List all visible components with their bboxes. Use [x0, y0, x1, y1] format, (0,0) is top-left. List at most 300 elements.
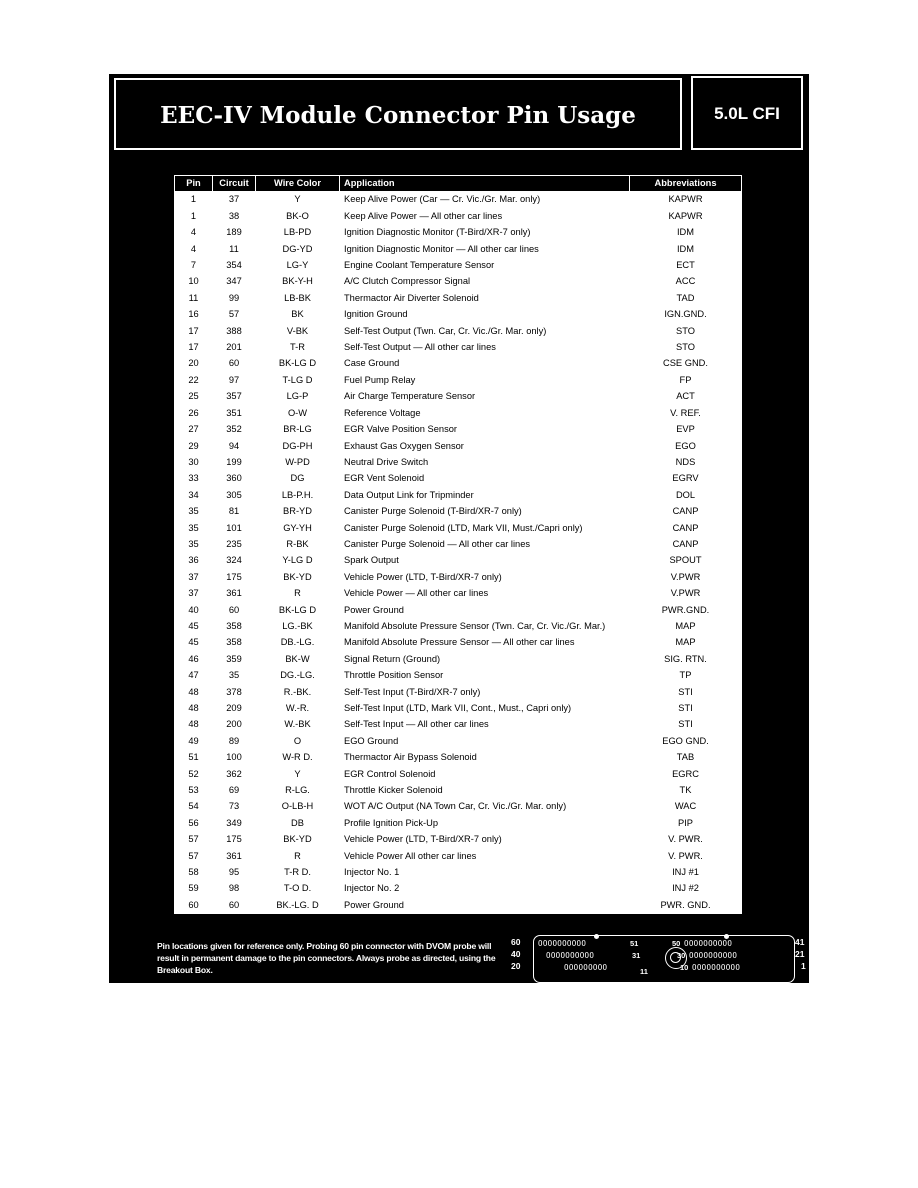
pin-row: OOOOOOOOOO: [684, 939, 733, 948]
cell-abbreviation: EGRV: [630, 471, 742, 487]
cell-pin: 47: [175, 668, 213, 684]
cell-pin: 48: [175, 684, 213, 700]
cell-application: EGR Control Solenoid: [340, 766, 630, 782]
cell-circuit: 362: [213, 766, 256, 782]
cell-circuit: 200: [213, 717, 256, 733]
cell-pin: 37: [175, 586, 213, 602]
cell-abbreviation: NDS: [630, 454, 742, 470]
cell-application: Ignition Ground: [340, 307, 630, 323]
cell-pin: 53: [175, 783, 213, 799]
connector-number: 21: [795, 949, 805, 959]
cell-pin: 35: [175, 536, 213, 552]
cell-pin: 33: [175, 471, 213, 487]
cell-pin: 45: [175, 635, 213, 651]
table-row: [175, 241, 742, 257]
cell-wire-color: LB-BK: [256, 290, 340, 306]
table-row: [175, 717, 742, 733]
cell-wire-color: BK-YD: [256, 569, 340, 585]
cell-wire-color: R-LG.: [256, 783, 340, 799]
cell-pin: 54: [175, 799, 213, 815]
cell-abbreviation: STI: [630, 684, 742, 700]
table-row: [175, 684, 742, 700]
cell-circuit: 11: [213, 241, 256, 257]
cell-application: Canister Purge Solenoid — All other car lines: [340, 536, 630, 552]
cell-circuit: 175: [213, 569, 256, 585]
cell-wire-color: T-R D.: [256, 865, 340, 881]
cell-circuit: 358: [213, 635, 256, 651]
cell-wire-color: LB-PD: [256, 225, 340, 241]
cell-wire-color: R.-BK.: [256, 684, 340, 700]
header-abbreviations: Abbreviations: [630, 176, 742, 192]
cell-application: Ignition Diagnostic Monitor (T-Bird/XR-7 only): [340, 225, 630, 241]
cell-abbreviation: TK: [630, 783, 742, 799]
cell-wire-color: W-R D.: [256, 750, 340, 766]
cell-circuit: 352: [213, 422, 256, 438]
header-application: Application: [340, 176, 630, 192]
cell-application: Throttle Kicker Solenoid: [340, 783, 630, 799]
engine-box: [691, 76, 803, 150]
cell-abbreviation: CANP: [630, 536, 742, 552]
cell-circuit: 378: [213, 684, 256, 700]
cell-application: Spark Output: [340, 553, 630, 569]
cell-pin: 48: [175, 701, 213, 717]
connector-number: 10: [680, 963, 689, 972]
table-row: [175, 651, 742, 667]
cell-wire-color: W-PD: [256, 454, 340, 470]
cell-abbreviation: EGO GND.: [630, 733, 742, 749]
cell-pin: 4: [175, 241, 213, 257]
cell-pin: 11: [175, 290, 213, 306]
table-row: [175, 405, 742, 421]
cell-pin: 1: [175, 192, 213, 208]
cell-circuit: 175: [213, 832, 256, 848]
cell-application: Self-Test Output (Twn. Car, Cr. Vic./Gr. Mar. only): [340, 323, 630, 339]
cell-application: Vehicle Power (LTD, T-Bird/XR-7 only): [340, 569, 630, 585]
cell-circuit: 361: [213, 848, 256, 864]
cell-wire-color: LB-P.H.: [256, 487, 340, 503]
cell-circuit: 98: [213, 881, 256, 897]
table-row: [175, 881, 742, 897]
cell-circuit: 97: [213, 372, 256, 388]
cell-pin: 35: [175, 520, 213, 536]
cell-wire-color: DG.-LG.: [256, 668, 340, 684]
cell-abbreviation: STO: [630, 340, 742, 356]
pin-row: OOOOOOOOOO: [692, 963, 741, 972]
cell-circuit: 324: [213, 553, 256, 569]
cell-circuit: 81: [213, 504, 256, 520]
cell-abbreviation: DOL: [630, 487, 742, 503]
table-row: [175, 766, 742, 782]
cell-circuit: 60: [213, 602, 256, 618]
cell-wire-color: GY-YH: [256, 520, 340, 536]
cell-abbreviation: EGO: [630, 438, 742, 454]
cell-circuit: 35: [213, 668, 256, 684]
cell-wire-color: DB.-LG.: [256, 635, 340, 651]
table-row: [175, 897, 742, 913]
connector-number: 30: [677, 951, 686, 960]
connector-post-icon: [665, 947, 687, 969]
cell-wire-color: O-W: [256, 405, 340, 421]
cell-pin: 34: [175, 487, 213, 503]
cell-application: Vehicle Power (LTD, T-Bird/XR-7 only): [340, 832, 630, 848]
pin-row: OOOOOOOOO: [564, 963, 608, 972]
table-row: [175, 372, 742, 388]
cell-application: A/C Clutch Compressor Signal: [340, 274, 630, 290]
cell-circuit: 99: [213, 290, 256, 306]
cell-application: Thermactor Air Diverter Solenoid: [340, 290, 630, 306]
connector-number: 20: [511, 961, 521, 971]
cell-wire-color: V-BK: [256, 323, 340, 339]
cell-wire-color: BK-Y-H: [256, 274, 340, 290]
cell-application: Manifold Absolute Pressure Sensor — All other car lines: [340, 635, 630, 651]
table-row: [175, 783, 742, 799]
engine-label: 5.0L CFI: [714, 104, 780, 123]
cell-abbreviation: ACC: [630, 274, 742, 290]
cell-application: Injector No. 2: [340, 881, 630, 897]
cell-abbreviation: V. PWR.: [630, 832, 742, 848]
table-row: [175, 356, 742, 372]
cell-wire-color: Y: [256, 192, 340, 208]
cell-wire-color: BR-YD: [256, 504, 340, 520]
cell-abbreviation: PWR. GND.: [630, 897, 742, 913]
cell-application: Manifold Absolute Pressure Sensor (Twn. Car, Cr. Vic./Gr. Mar.): [340, 618, 630, 634]
cell-abbreviation: CANP: [630, 520, 742, 536]
cell-abbreviation: SIG. RTN.: [630, 651, 742, 667]
cell-circuit: 38: [213, 208, 256, 224]
cell-pin: 57: [175, 848, 213, 864]
table-row: [175, 389, 742, 405]
cell-application: Throttle Position Sensor: [340, 668, 630, 684]
cell-abbreviation: KAPWR: [630, 192, 742, 208]
pin-usage-table: [174, 175, 742, 914]
cell-pin: 35: [175, 504, 213, 520]
cell-circuit: 235: [213, 536, 256, 552]
cell-pin: 26: [175, 405, 213, 421]
cell-circuit: 189: [213, 225, 256, 241]
cell-wire-color: BK: [256, 307, 340, 323]
cell-pin: 25: [175, 389, 213, 405]
cell-abbreviation: CANP: [630, 504, 742, 520]
cell-abbreviation: KAPWR: [630, 208, 742, 224]
connector-key: [594, 934, 599, 939]
cell-application: Signal Return (Ground): [340, 651, 630, 667]
cell-circuit: 37: [213, 192, 256, 208]
cell-application: EGR Vent Solenoid: [340, 471, 630, 487]
cell-abbreviation: IDM: [630, 241, 742, 257]
cell-wire-color: T-R: [256, 340, 340, 356]
table-row: [175, 208, 742, 224]
connector-diagram: [511, 933, 807, 985]
cell-circuit: 349: [213, 815, 256, 831]
table-row: [175, 586, 742, 602]
cell-application: Self-Test Input (LTD, Mark VII, Cont., Must., Capri only): [340, 701, 630, 717]
connector-number: 41: [795, 937, 805, 947]
cell-application: Power Ground: [340, 897, 630, 913]
cell-application: Self-Test Output — All other car lines: [340, 340, 630, 356]
cell-pin: 29: [175, 438, 213, 454]
cell-pin: 57: [175, 832, 213, 848]
cell-wire-color: BK-W: [256, 651, 340, 667]
cell-circuit: 347: [213, 274, 256, 290]
table-row: [175, 799, 742, 815]
cell-pin: 45: [175, 618, 213, 634]
cell-pin: 22: [175, 372, 213, 388]
cell-circuit: 57: [213, 307, 256, 323]
cell-pin: 36: [175, 553, 213, 569]
cell-application: Vehicle Power — All other car lines: [340, 586, 630, 602]
cell-circuit: 358: [213, 618, 256, 634]
table-row: [175, 454, 742, 470]
cell-circuit: 60: [213, 356, 256, 372]
cell-pin: 30: [175, 454, 213, 470]
table-row: [175, 504, 742, 520]
cell-application: Canister Purge Solenoid (T-Bird/XR-7 only): [340, 504, 630, 520]
cell-wire-color: W.-R.: [256, 701, 340, 717]
cell-wire-color: BK-LG D: [256, 356, 340, 372]
table-row: [175, 668, 742, 684]
cell-pin: 27: [175, 422, 213, 438]
cell-wire-color: BK-LG D: [256, 602, 340, 618]
cell-circuit: 209: [213, 701, 256, 717]
cell-abbreviation: EVP: [630, 422, 742, 438]
table-row: [175, 290, 742, 306]
connector-number: 51: [630, 939, 639, 948]
cell-wire-color: BK-O: [256, 208, 340, 224]
cell-application: Ignition Diagnostic Monitor — All other car lines: [340, 241, 630, 257]
cell-circuit: 354: [213, 258, 256, 274]
cell-circuit: 89: [213, 733, 256, 749]
cell-abbreviation: FP: [630, 372, 742, 388]
table-row: [175, 569, 742, 585]
connector-number: 11: [640, 967, 648, 976]
cell-abbreviation: IDM: [630, 225, 742, 241]
table-row: [175, 225, 742, 241]
cell-pin: 59: [175, 881, 213, 897]
cell-wire-color: W.-BK: [256, 717, 340, 733]
cell-pin: 48: [175, 717, 213, 733]
cell-application: Vehicle Power All other car lines: [340, 848, 630, 864]
pin-row: OOOOOOOOOO: [538, 939, 587, 948]
connector-post-inner: [670, 952, 681, 963]
cell-abbreviation: TP: [630, 668, 742, 684]
page-title: EEC-IV Module Connector Pin Usage: [160, 102, 636, 129]
cell-wire-color: R: [256, 848, 340, 864]
cell-wire-color: DB: [256, 815, 340, 831]
cell-pin: 10: [175, 274, 213, 290]
cell-abbreviation: EGRC: [630, 766, 742, 782]
cell-pin: 60: [175, 897, 213, 913]
table-row: [175, 733, 742, 749]
table-row: [175, 520, 742, 536]
connector-number: 60: [511, 937, 521, 947]
table-row: [175, 307, 742, 323]
cell-circuit: 388: [213, 323, 256, 339]
cell-application: Case Ground: [340, 356, 630, 372]
cell-abbreviation: V. REF.: [630, 405, 742, 421]
table-row: [175, 553, 742, 569]
document-sheet: [109, 74, 809, 983]
cell-application: Exhaust Gas Oxygen Sensor: [340, 438, 630, 454]
cell-abbreviation: PWR.GND.: [630, 602, 742, 618]
table-row: [175, 192, 742, 208]
cell-wire-color: Y-LG D: [256, 553, 340, 569]
footnote: Pin locations given for reference only. Probing 60 pin connector with DVOM probe will result in permanent damage to the pin connectors. Always probe as directed, using the Breakout Box.: [157, 941, 496, 975]
cell-application: Keep Alive Power (Car — Cr. Vic./Gr. Mar. only): [340, 192, 630, 208]
cell-wire-color: LG-Y: [256, 258, 340, 274]
table-row: [175, 848, 742, 864]
cell-circuit: 357: [213, 389, 256, 405]
header-pin: Pin: [175, 176, 213, 192]
table-row: [175, 340, 742, 356]
cell-circuit: 95: [213, 865, 256, 881]
cell-circuit: 73: [213, 799, 256, 815]
cell-wire-color: DG-PH: [256, 438, 340, 454]
cell-application: EGO Ground: [340, 733, 630, 749]
cell-pin: 17: [175, 340, 213, 356]
table-row: [175, 635, 742, 651]
cell-circuit: 361: [213, 586, 256, 602]
cell-abbreviation: PIP: [630, 815, 742, 831]
cell-application: Self-Test Input — All other car lines: [340, 717, 630, 733]
cell-wire-color: BK.-LG. D: [256, 897, 340, 913]
cell-wire-color: T-O D.: [256, 881, 340, 897]
cell-application: Self-Test Input (T-Bird/XR-7 only): [340, 684, 630, 700]
cell-pin: 4: [175, 225, 213, 241]
table-row: [175, 701, 742, 717]
cell-pin: 1: [175, 208, 213, 224]
cell-circuit: 359: [213, 651, 256, 667]
cell-circuit: 69: [213, 783, 256, 799]
cell-abbreviation: INJ #1: [630, 865, 742, 881]
cell-abbreviation: CSE GND.: [630, 356, 742, 372]
cell-abbreviation: V. PWR.: [630, 848, 742, 864]
table-row: [175, 323, 742, 339]
table-row: [175, 422, 742, 438]
cell-abbreviation: WAC: [630, 799, 742, 815]
table-row: [175, 258, 742, 274]
cell-wire-color: Y: [256, 766, 340, 782]
cell-application: EGR Valve Position Sensor: [340, 422, 630, 438]
table-row: [175, 815, 742, 831]
cell-abbreviation: STO: [630, 323, 742, 339]
pin-row: OOOOOOOOOO: [689, 951, 738, 960]
cell-wire-color: DG-YD: [256, 241, 340, 257]
connector-number: 31: [632, 951, 641, 960]
cell-abbreviation: STI: [630, 701, 742, 717]
table-row: [175, 536, 742, 552]
cell-wire-color: BR-LG: [256, 422, 340, 438]
cell-pin: 16: [175, 307, 213, 323]
cell-pin: 7: [175, 258, 213, 274]
cell-application: Fuel Pump Relay: [340, 372, 630, 388]
cell-pin: 20: [175, 356, 213, 372]
title-box: [114, 78, 682, 150]
cell-circuit: 201: [213, 340, 256, 356]
cell-application: Thermactor Air Bypass Solenoid: [340, 750, 630, 766]
cell-pin: 52: [175, 766, 213, 782]
header-wire-color: Wire Color: [256, 176, 340, 192]
cell-application: Engine Coolant Temperature Sensor: [340, 258, 630, 274]
cell-wire-color: LG-P: [256, 389, 340, 405]
cell-abbreviation: MAP: [630, 635, 742, 651]
cell-wire-color: O: [256, 733, 340, 749]
cell-wire-color: DG: [256, 471, 340, 487]
pin-row: OOOOOOOOOO: [546, 951, 595, 960]
connector-number: 40: [511, 949, 521, 959]
cell-abbreviation: ACT: [630, 389, 742, 405]
cell-abbreviation: SPOUT: [630, 553, 742, 569]
cell-abbreviation: V.PWR: [630, 586, 742, 602]
connector-shell: [533, 935, 795, 983]
table-body: [175, 192, 742, 914]
cell-circuit: 100: [213, 750, 256, 766]
cell-circuit: 351: [213, 405, 256, 421]
cell-wire-color: R-BK: [256, 536, 340, 552]
connector-number: 1: [801, 961, 806, 971]
cell-application: Keep Alive Power — All other car lines: [340, 208, 630, 224]
header-circuit: Circuit: [213, 176, 256, 192]
cell-wire-color: BK-YD: [256, 832, 340, 848]
table-row: [175, 471, 742, 487]
table-row: [175, 487, 742, 503]
cell-application: WOT A/C Output (NA Town Car, Cr. Vic./Gr. Mar. only): [340, 799, 630, 815]
cell-pin: 49: [175, 733, 213, 749]
cell-wire-color: LG.-BK: [256, 618, 340, 634]
cell-application: Data Output Link for Tripminder: [340, 487, 630, 503]
table-row: [175, 618, 742, 634]
cell-pin: 56: [175, 815, 213, 831]
cell-application: Injector No. 1: [340, 865, 630, 881]
cell-circuit: 199: [213, 454, 256, 470]
cell-pin: 37: [175, 569, 213, 585]
cell-application: Profile Ignition Pick-Up: [340, 815, 630, 831]
cell-pin: 17: [175, 323, 213, 339]
table-row: [175, 602, 742, 618]
cell-circuit: 94: [213, 438, 256, 454]
cell-wire-color: R: [256, 586, 340, 602]
table-row: [175, 865, 742, 881]
cell-abbreviation: V.PWR: [630, 569, 742, 585]
cell-circuit: 305: [213, 487, 256, 503]
table-header-row: [175, 176, 742, 192]
cell-abbreviation: IGN.GND.: [630, 307, 742, 323]
table-row: [175, 750, 742, 766]
cell-abbreviation: ECT: [630, 258, 742, 274]
cell-wire-color: T-LG D: [256, 372, 340, 388]
cell-abbreviation: STI: [630, 717, 742, 733]
cell-pin: 46: [175, 651, 213, 667]
cell-abbreviation: MAP: [630, 618, 742, 634]
cell-application: Reference Voltage: [340, 405, 630, 421]
table-row: [175, 438, 742, 454]
cell-circuit: 360: [213, 471, 256, 487]
cell-wire-color: O-LB-H: [256, 799, 340, 815]
table-row: [175, 274, 742, 290]
cell-application: Neutral Drive Switch: [340, 454, 630, 470]
cell-abbreviation: TAD: [630, 290, 742, 306]
cell-application: Power Ground: [340, 602, 630, 618]
cell-application: Canister Purge Solenoid (LTD, Mark VII, Must./Capri only): [340, 520, 630, 536]
cell-pin: 40: [175, 602, 213, 618]
cell-circuit: 101: [213, 520, 256, 536]
cell-pin: 51: [175, 750, 213, 766]
cell-abbreviation: INJ #2: [630, 881, 742, 897]
cell-application: Air Charge Temperature Sensor: [340, 389, 630, 405]
connector-number: 50: [672, 939, 681, 948]
cell-pin: 58: [175, 865, 213, 881]
table-row: [175, 832, 742, 848]
cell-abbreviation: TAB: [630, 750, 742, 766]
